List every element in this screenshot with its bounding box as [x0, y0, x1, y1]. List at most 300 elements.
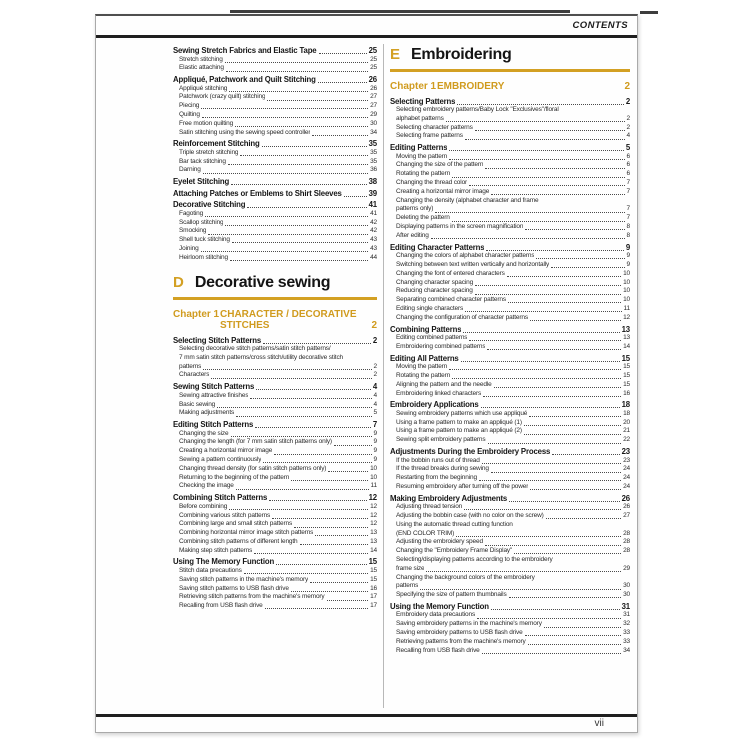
toc-page-number: 29	[370, 110, 377, 118]
toc-subentry	[173, 64, 377, 73]
toc-page-number: 42	[370, 218, 377, 226]
toc-entry	[390, 494, 630, 504]
toc-subentry	[390, 296, 630, 305]
toc-page-number: 20	[623, 418, 630, 426]
toc-entry-title: Changing thread density (for satin stitch patterns only)	[179, 464, 327, 472]
toc-page-number: 43	[370, 244, 377, 252]
toc-page-number: 16	[623, 389, 630, 397]
dot-leader	[211, 378, 371, 379]
toc-entry-title: Aligning the pattern and the needle	[396, 380, 492, 388]
dot-leader	[262, 146, 367, 147]
toc-entry-title: frame size	[396, 564, 425, 572]
toc-subentry	[173, 401, 377, 410]
section-title: Embroidering	[411, 46, 512, 63]
toc-entry-row	[179, 111, 377, 120]
toc-subentry	[390, 188, 630, 197]
toc-page-number: 14	[370, 546, 377, 554]
dot-leader	[494, 387, 621, 388]
toc-page-number: 2	[626, 123, 630, 131]
dot-leader	[475, 294, 621, 295]
toc-entry-row	[179, 120, 377, 129]
toc-entry-title: Changing the size	[179, 429, 229, 437]
dot-leader	[452, 177, 624, 178]
toc-page-number: 5	[373, 409, 377, 417]
toc-entry-title: Recalling from USB flash drive	[396, 646, 480, 654]
dot-leader	[235, 126, 368, 127]
toc-entry-title: Characters	[179, 371, 210, 379]
toc-subentry	[390, 170, 630, 179]
toc-subentry	[173, 227, 377, 236]
toc-entry-title: patterns only)	[396, 205, 434, 213]
toc-entry-row	[179, 227, 377, 236]
dot-leader	[551, 267, 624, 268]
dot-leader	[461, 361, 620, 362]
toc-page-number: 44	[370, 253, 377, 261]
toc-subentry	[390, 538, 630, 547]
toc-page-number: 4	[373, 400, 377, 408]
section-heading	[390, 44, 630, 72]
toc-entry-row	[179, 547, 377, 556]
toc-subentry	[390, 287, 630, 296]
toc-entry-title: Satin stitching using the sewing speed controller	[179, 128, 311, 136]
toc-entry-row	[173, 139, 377, 149]
toc-subentry	[390, 419, 630, 428]
toc-page-number: 9	[626, 260, 630, 268]
toc-entry-row	[396, 410, 630, 419]
toc-entry-title: Darning	[179, 166, 201, 174]
toc-entry-title: Embroidery Applications	[390, 400, 479, 410]
toc-entry-row	[396, 620, 630, 629]
toc-subentry	[173, 465, 377, 474]
toc-entry-row	[179, 520, 377, 529]
toc-entry-title: Making Embroidery Adjustments	[390, 493, 508, 503]
toc-subentry	[390, 427, 630, 436]
toc-entry-title: Making adjustments	[179, 409, 235, 417]
toc-page-number: 13	[621, 324, 630, 334]
toc-page-number: 4	[373, 391, 377, 399]
dot-leader	[481, 407, 620, 408]
toc-entry-row	[396, 132, 630, 141]
toc-entry-title: Sewing Stitch Patterns	[173, 382, 255, 392]
toc-entry-title: Creating a horizontal mirror image	[179, 447, 273, 455]
toc-page-number: 31	[621, 601, 630, 611]
dot-leader	[344, 196, 367, 197]
dot-leader	[465, 139, 625, 140]
toc-subentry	[390, 556, 630, 574]
contents-header-label: CONTENTS	[572, 20, 628, 31]
section-title: Decorative sewing	[194, 273, 331, 291]
toc-subentry	[173, 254, 377, 263]
toc-entry	[173, 200, 377, 210]
toc-entry-row	[179, 210, 377, 219]
toc-subentry	[173, 512, 377, 521]
dot-leader	[479, 480, 621, 481]
toc-subentry	[173, 482, 377, 491]
toc-entry	[173, 557, 377, 567]
toc-page-number: 10	[623, 296, 630, 304]
toc-page-number: 13	[623, 334, 630, 342]
dot-leader	[449, 150, 623, 151]
dot-leader	[483, 396, 621, 397]
dot-leader	[232, 242, 368, 243]
toc-entry-title: Combining Stitch Patterns	[173, 493, 268, 503]
toc-entry-title: Rotating the pattern	[396, 170, 451, 178]
toc-entry-row	[396, 115, 630, 124]
toc-page-number: 10	[623, 287, 630, 295]
toc-entry-row	[179, 567, 377, 576]
toc-entry-row	[396, 343, 630, 352]
toc-entry-row	[396, 161, 630, 170]
toc-page-number: 12	[370, 502, 377, 510]
toc-entry-row	[396, 538, 630, 547]
toc-subentry	[390, 620, 630, 629]
toc-entry-row	[396, 252, 630, 261]
toc-entry-title: Saving stitch patterns in the machine's memory	[179, 575, 309, 583]
toc-page-number: 11	[623, 304, 630, 312]
toc-page-number: 21	[623, 427, 630, 435]
toc-entry-row	[179, 593, 377, 602]
toc-entry-row	[173, 75, 377, 85]
toc-entry	[173, 75, 377, 85]
toc-entry-row	[179, 430, 377, 439]
toc-page-number: 17	[370, 602, 377, 610]
toc-entry	[390, 400, 630, 410]
toc-entry-title: Combining Patterns	[390, 324, 462, 334]
toc-entry-row	[179, 102, 377, 111]
chapter-heading	[173, 309, 377, 332]
toc-page-number: 9	[625, 242, 630, 252]
toc-subentry	[173, 120, 377, 129]
toc-entry-row	[179, 482, 377, 491]
toc-entry-row	[179, 158, 377, 167]
toc-subentry	[173, 245, 377, 254]
toc-entry-row	[396, 223, 630, 232]
dot-leader	[244, 573, 368, 574]
dot-leader	[456, 536, 621, 537]
toc-subentry	[390, 197, 630, 215]
dot-leader	[463, 332, 619, 333]
toc-page-number: 8	[626, 223, 630, 231]
dot-leader	[300, 544, 369, 545]
dot-leader	[274, 454, 371, 455]
toc-page-number: 2	[373, 362, 377, 370]
toc-entry-row	[396, 436, 630, 445]
dot-leader	[529, 416, 621, 417]
toc-entry-row	[390, 243, 630, 253]
toc-entry-title: Embroidering combined patterns	[396, 342, 486, 350]
toc-entry-title: Combining horizontal mirror image stitch patterns	[179, 529, 314, 537]
toc-entry-row	[179, 149, 377, 158]
dot-leader	[228, 164, 368, 165]
toc-entry	[390, 325, 630, 335]
toc-entry-row	[179, 85, 377, 94]
toc-page-number: 9	[626, 252, 630, 260]
toc-entry-title: Smocking	[179, 227, 207, 235]
toc-subentry	[390, 521, 630, 539]
toc-entry-title: Adjusting the embroidery speed	[396, 538, 483, 546]
chapter-title: CHARACTER / DECORATIVE STITCHES	[220, 308, 357, 332]
toc-subentry	[390, 161, 630, 170]
dot-leader	[446, 121, 625, 122]
toc-page-number: 12	[370, 511, 377, 519]
toc-entry-title: Saving stitch patterns to USB flash drive	[179, 584, 289, 592]
toc-entry-row	[173, 382, 377, 392]
toc-entry-title: Combining stitch patterns of different length	[179, 537, 298, 545]
toc-entry-title: Using a frame pattern to make an appliqué (2)	[396, 427, 522, 435]
toc-subentry	[173, 409, 377, 418]
toc-entry-title: Editing combined patterns	[396, 334, 468, 342]
toc-page-number: 26	[623, 503, 630, 511]
dot-leader	[475, 285, 621, 286]
scan-edge-artifact	[230, 10, 570, 13]
toc-subentry	[390, 647, 630, 656]
toc-page-number: 26	[368, 75, 377, 85]
toc-page-number: 23	[621, 447, 630, 456]
dot-leader	[276, 564, 367, 565]
toc-entry-line: Selecting decorative stitch patterns/satin stitch patterns/	[179, 345, 331, 353]
toc-subentry	[173, 102, 377, 111]
toc-page-number: 15	[370, 575, 377, 583]
toc-entry-title: patterns	[179, 362, 202, 370]
toc-entry-row	[179, 371, 377, 380]
dot-leader	[231, 436, 372, 437]
dot-leader	[229, 509, 368, 510]
toc-page-number: 35	[370, 148, 377, 156]
toc-page-number: 13	[370, 529, 377, 537]
toc-page-number: 9	[373, 456, 377, 464]
chapter-title: EMBROIDERY	[437, 81, 505, 92]
toc-entry-row	[179, 64, 377, 73]
dot-leader	[334, 445, 372, 446]
toc-entry-title: Bar tack stitching	[179, 157, 226, 165]
toc-page-number: 6	[626, 152, 630, 160]
toc-entry-title: Selecting Stitch Patterns	[173, 335, 262, 345]
dot-leader	[544, 627, 621, 628]
toc-subentry	[390, 261, 630, 270]
dot-leader	[263, 462, 371, 463]
dot-leader	[525, 635, 621, 636]
toc-subentry	[173, 503, 377, 512]
toc-column-left	[173, 44, 377, 611]
toc-page-number: 41	[368, 200, 377, 210]
toc-subentry	[173, 520, 377, 529]
dot-leader	[263, 343, 371, 344]
toc-entry-row	[179, 392, 377, 401]
toc-page-number: 17	[370, 593, 377, 601]
toc-entry-row	[179, 401, 377, 410]
toc-entry-row	[179, 219, 377, 228]
dot-leader	[208, 234, 368, 235]
dot-leader	[452, 378, 621, 379]
toc-entry-title: Quilting	[179, 110, 200, 118]
toc-entry	[173, 46, 377, 56]
toc-page-number: 10	[623, 278, 630, 286]
page-number-folio: vii	[594, 718, 604, 729]
toc-entry-row	[396, 530, 630, 539]
toc-page-number: 12	[623, 313, 630, 321]
toc-entry-title: Editing single characters	[396, 304, 464, 312]
toc-subentry	[390, 314, 630, 323]
toc-subentry	[173, 85, 377, 94]
dot-leader	[452, 221, 625, 222]
toc-entry-row	[396, 457, 630, 466]
dot-leader	[491, 194, 624, 195]
dot-leader	[318, 82, 367, 83]
toc-subentry	[390, 132, 630, 141]
toc-page-number: 12	[368, 493, 377, 503]
dot-leader	[465, 311, 621, 312]
chapter-page-number: 2	[624, 81, 630, 92]
toc-entry-title: Deleting the pattern	[396, 214, 450, 222]
dot-leader	[509, 597, 622, 598]
dot-leader	[265, 608, 368, 609]
footer-rule	[96, 714, 637, 717]
toc-entry-title: Changing the thread color	[396, 179, 468, 187]
toc-entry-row	[179, 245, 377, 254]
toc-page-number: 6	[626, 170, 630, 178]
dot-leader	[255, 427, 371, 428]
toc-entry-row	[390, 325, 630, 335]
toc-page-number: 8	[626, 231, 630, 239]
toc-subentry	[173, 111, 377, 120]
dot-leader	[488, 443, 622, 444]
toc-subentry	[173, 529, 377, 538]
toc-entry-row	[396, 124, 630, 133]
toc-entry	[173, 382, 377, 392]
dot-leader	[217, 407, 371, 408]
toc-subentry	[390, 252, 630, 261]
toc-entry-title: Triple stretch stitching	[179, 148, 239, 156]
dot-leader	[231, 184, 367, 185]
toc-entry-line: Selecting embroidery patterns/Baby Lock "Exclusives"/floral	[396, 106, 559, 113]
toc-entry-title: Changing the font of entered characters	[396, 269, 505, 277]
toc-entry-title: Free motion quilting	[179, 119, 234, 127]
toc-subentry	[173, 210, 377, 219]
toc-page-number: 24	[623, 465, 630, 473]
toc-entry-row	[396, 427, 630, 436]
dot-leader	[310, 582, 368, 583]
toc-subentry	[173, 447, 377, 456]
toc-page-number: 25	[370, 55, 377, 63]
toc-entry-title: Combining large and small stitch patterns	[179, 520, 293, 528]
toc-entry-row	[173, 189, 377, 199]
toc-entry-row	[390, 400, 630, 410]
chapter-label: Chapter 1	[173, 308, 220, 320]
toc-entry	[390, 354, 630, 364]
toc-entry-title: Changing the configuration of character patterns	[396, 313, 528, 321]
toc-entry-title: Using the Memory Function	[390, 601, 489, 611]
toc-page-number: 33	[623, 629, 630, 637]
toc-subentry	[173, 438, 377, 447]
dot-leader	[240, 155, 368, 156]
toc-entry	[390, 447, 630, 457]
toc-entry-row	[396, 287, 630, 296]
toc-entry-row	[179, 438, 377, 447]
toc-subentry	[390, 372, 630, 381]
toc-entry-line: Changing the density (alphabet character and frame	[396, 196, 539, 204]
dot-leader	[482, 653, 621, 654]
dot-leader	[485, 545, 621, 546]
toc-entry-row	[390, 143, 630, 153]
toc-subentry	[390, 611, 630, 620]
toc-page-number: 4	[626, 132, 630, 140]
dot-leader	[530, 320, 621, 321]
toc-subentry	[390, 106, 630, 124]
toc-subentry	[173, 576, 377, 585]
toc-subentry	[173, 593, 377, 602]
toc-subentry	[173, 371, 377, 380]
dot-leader	[201, 108, 368, 109]
toc-entry-row	[179, 93, 377, 102]
chapter-page-number: 2	[371, 320, 377, 332]
toc-entry-row	[179, 529, 377, 538]
toc-page-number: 9	[373, 429, 377, 437]
dot-leader	[524, 434, 621, 435]
toc-entry-title: Eyelet Stitching	[173, 177, 230, 187]
toc-subentry	[173, 236, 377, 245]
toc-entry-row	[179, 602, 377, 611]
toc-subentry	[390, 591, 630, 600]
toc-entry-title: Switching between text written vertically and horizontally	[396, 260, 550, 268]
dot-leader	[225, 62, 368, 63]
toc-entry-title: Separating combined character patterns	[396, 296, 506, 304]
toc-page-number: 7	[626, 187, 630, 195]
toc-entry-title: Sewing split embroidery patterns	[396, 436, 486, 444]
toc-entry-title: Displaying patterns in the screen magnification	[396, 223, 524, 231]
toc-entry-row	[396, 314, 630, 323]
toc-entry-title: Using The Memory Function	[173, 557, 275, 567]
dot-leader	[449, 159, 624, 160]
toc-entry-row	[396, 547, 630, 556]
toc-entry-title: Reinforcement Stitching	[173, 139, 260, 149]
toc-entry-row	[396, 334, 630, 343]
toc-page-number: 35	[370, 157, 377, 165]
toc-entry-row	[179, 447, 377, 456]
toc-page-number: 23	[623, 456, 630, 464]
dot-leader	[457, 104, 623, 105]
toc-entry-row	[179, 363, 377, 372]
toc-entry	[390, 143, 630, 153]
dot-leader	[536, 258, 624, 259]
toc-entry-row	[396, 503, 630, 512]
dot-leader	[225, 225, 368, 226]
toc-entry-row	[179, 585, 377, 594]
dot-leader	[250, 398, 371, 399]
dot-leader	[525, 229, 624, 230]
toc-page-number: 22	[623, 436, 630, 444]
toc-entry-title: Rotating the pattern	[396, 371, 451, 379]
toc-entry-row	[173, 177, 377, 187]
toc-page-number: 36	[370, 166, 377, 174]
toc-subentry	[173, 93, 377, 102]
toc-subentry	[173, 430, 377, 439]
toc-entry-row	[396, 591, 630, 600]
dot-leader	[254, 553, 368, 554]
dot-leader	[528, 644, 621, 645]
toc-page-number: 15	[368, 557, 377, 567]
toc-page-number: 11	[370, 482, 377, 490]
toc-entry-title: Recalling from USB flash drive	[179, 602, 263, 610]
toc-entry-title: Checking the image	[179, 482, 234, 490]
toc-column-right	[390, 44, 630, 655]
toc-entry-row	[396, 647, 630, 656]
toc-entry-row	[396, 419, 630, 428]
toc-entry-title: Resuming embroidery after turning off the power	[396, 482, 529, 490]
dot-leader	[201, 251, 369, 252]
toc-entry-title: Changing the length (for 7 mm satin stitch patterns only)	[179, 438, 332, 446]
dot-leader	[256, 389, 371, 390]
dot-leader	[236, 416, 371, 417]
